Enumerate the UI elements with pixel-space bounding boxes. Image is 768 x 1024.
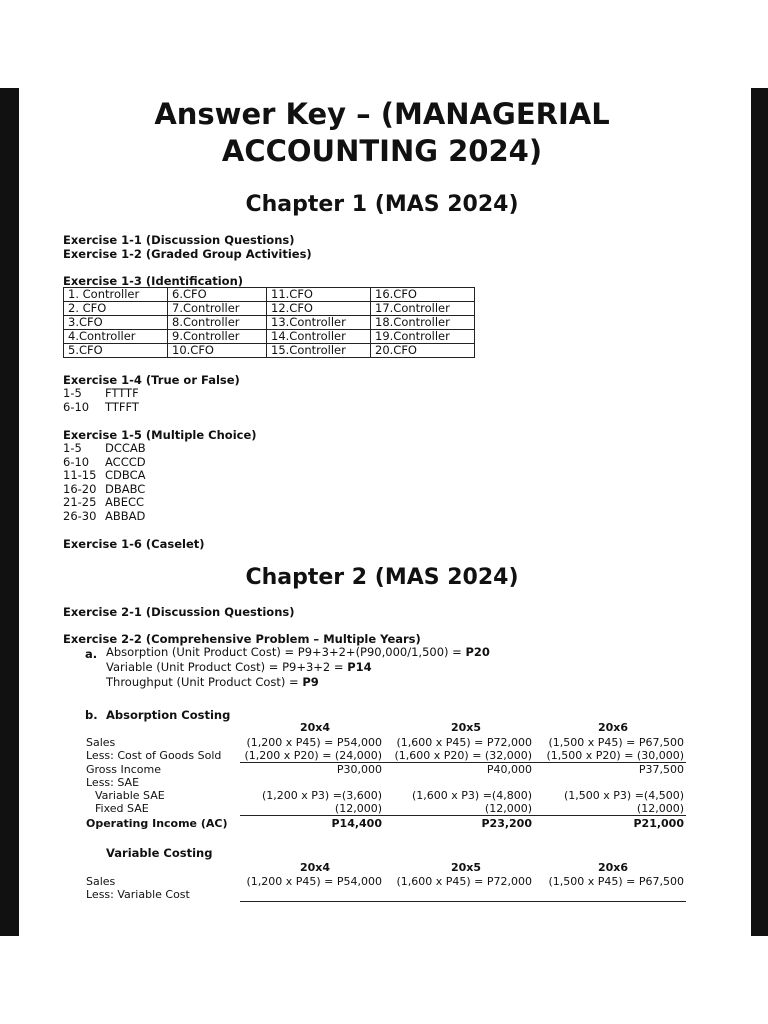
identification-cell: 2. CFO — [64, 302, 168, 316]
subtotal-rule — [240, 815, 686, 816]
cell-value: P40,000 — [486, 763, 532, 776]
exercise-2-2-heading: Exercise 2-2 (Comprehensive Problem – Multiple Years) — [63, 632, 421, 646]
throughput-upc-text: Throughput (Unit Product Cost) = — [106, 675, 303, 689]
identification-cell: 16.CFO — [371, 288, 475, 302]
exercise-1-2-heading: Exercise 1-2 (Graded Group Activities) — [63, 247, 312, 261]
mc-answer: ACCCD — [105, 454, 146, 469]
mc-answer: DCCAB — [105, 441, 146, 455]
identification-cell: 11.CFO — [267, 288, 371, 302]
cell-value: P14,400 — [331, 817, 382, 830]
identification-cell: 20.CFO — [371, 344, 475, 358]
cell-value: (12,000) — [334, 802, 382, 815]
mc-answer: CDBCA — [105, 468, 146, 482]
identification-cell: 19.Controller — [371, 330, 475, 344]
mc-row — [63, 483, 146, 497]
identification-row — [64, 330, 475, 344]
identification-row — [64, 344, 475, 358]
identification-cell: 13.Controller — [267, 316, 371, 330]
cell-value: (1,500 x P45) = P67,500 — [548, 875, 684, 888]
part-b-label: b. — [85, 708, 98, 722]
document-page — [62, 96, 702, 170]
part-a-line — [106, 646, 490, 660]
left-black-border — [0, 88, 19, 936]
cell-value: (1,600 x P20) = (32,000) — [394, 749, 532, 762]
identification-cell: 12.CFO — [267, 302, 371, 316]
throughput-upc-value: P9 — [302, 675, 319, 689]
chapter-1-heading: Chapter 1 (MAS 2024) — [245, 192, 519, 217]
cell-value: (1,200 x P45) = P54,000 — [246, 875, 382, 888]
row-label-cogs: Less: Cost of Goods Sold — [86, 749, 222, 762]
cell-value: P23,200 — [481, 817, 532, 830]
exercise-1-6-heading: Exercise 1-6 (Caselet) — [63, 537, 205, 551]
tf-row — [63, 401, 139, 415]
cell-value: (1,600 x P45) = P72,000 — [396, 736, 532, 749]
identification-row — [64, 302, 475, 316]
row-label-sales: Sales — [86, 736, 116, 749]
row-label-fixed-sae: Fixed SAE — [95, 802, 149, 815]
document-title — [62, 96, 702, 170]
cell-value: (1,600 x P3) =(4,800) — [412, 789, 532, 802]
mc-list — [63, 442, 146, 523]
identification-cell: 9.Controller — [168, 330, 267, 344]
cell-value: (1,500 x P20) = (30,000) — [546, 749, 684, 762]
identification-cell: 5.CFO — [64, 344, 168, 358]
identification-cell: 1. Controller — [64, 288, 168, 302]
identification-table — [63, 287, 475, 358]
identification-cell: 8.Controller — [168, 316, 267, 330]
tf-answer: TTFFT — [105, 400, 139, 414]
cell-value: (1,500 x P3) =(4,500) — [564, 789, 684, 802]
row-label-operating-income: Operating Income (AC) — [86, 817, 228, 830]
cell-value: (12,000) — [636, 802, 684, 815]
cell-value: (1,200 x P45) = P54,000 — [246, 736, 382, 749]
tf-range: 6-10 — [63, 400, 90, 414]
mc-row — [63, 442, 146, 456]
variable-costing-title: Variable Costing — [106, 846, 213, 860]
identification-cell: 15.Controller — [267, 344, 371, 358]
part-a-label: a. — [85, 647, 98, 661]
exercise-1-3-heading: Exercise 1-3 (Identification) — [63, 274, 244, 288]
right-black-border — [751, 88, 768, 936]
cell-value: (1,200 x P20) = (24,000) — [244, 749, 382, 762]
title-line-1: Answer Key – (MANAGERIAL — [154, 97, 610, 131]
exercise-1-5-heading: Exercise 1-5 (Multiple Choice) — [63, 428, 257, 442]
exercise-1-1-heading: Exercise 1-1 (Discussion Questions) — [63, 233, 295, 247]
mc-row — [63, 510, 146, 524]
identification-cell: 4.Controller — [64, 330, 168, 344]
mc-range: 21-25 — [63, 495, 97, 509]
tf-answer: FTTTF — [105, 386, 139, 400]
year-header: 20x6 — [598, 861, 629, 874]
cell-value: P37,500 — [638, 763, 684, 776]
cell-value: (12,000) — [484, 802, 532, 815]
identification-cell: 10.CFO — [168, 344, 267, 358]
row-label-sales: Sales — [86, 875, 116, 888]
cell-value: (1,200 x P3) =(3,600) — [262, 789, 382, 802]
subtotal-rule — [240, 901, 686, 902]
absorption-costing-title: Absorption Costing — [106, 708, 231, 722]
year-header: 20x5 — [451, 861, 482, 874]
cell-value: (1,500 x P45) = P67,500 — [548, 736, 684, 749]
identification-cell: 17.Controller — [371, 302, 475, 316]
row-label-gross-income: Gross Income — [86, 763, 161, 776]
year-header: 20x4 — [300, 721, 331, 734]
identification-cell: 6.CFO — [168, 288, 267, 302]
mc-range: 16-20 — [63, 481, 97, 496]
mc-row — [63, 469, 146, 483]
mc-range: 1-5 — [63, 441, 82, 455]
identification-cell: 7.Controller — [168, 302, 267, 316]
row-label-less-variable-cost: Less: Variable Cost — [86, 888, 190, 901]
exercise-2-1-heading: Exercise 2-1 (Discussion Questions) — [63, 605, 295, 619]
year-header: 20x5 — [451, 721, 482, 734]
identification-cell: 14.Controller — [267, 330, 371, 344]
mc-row — [63, 456, 146, 470]
mc-answer: ABBAD — [105, 508, 146, 523]
mc-range: 11-15 — [63, 468, 97, 482]
year-header: 20x6 — [598, 721, 629, 734]
tf-row — [63, 387, 139, 401]
row-label-less-sae: Less: SAE — [86, 776, 140, 789]
cell-value: (1,600 x P45) = P72,000 — [396, 875, 532, 888]
mc-answer: DBABC — [105, 481, 146, 496]
title-line-2: ACCOUNTING 2024) — [221, 134, 543, 168]
identification-row — [64, 288, 475, 302]
identification-row — [64, 316, 475, 330]
mc-range: 6-10 — [63, 454, 90, 469]
exercise-1-4-heading: Exercise 1-4 (True or False) — [63, 373, 240, 387]
variable-upc-value: P14 — [347, 660, 372, 674]
tf-range: 1-5 — [63, 386, 82, 400]
absorption-upc-value: P20 — [465, 645, 490, 659]
cell-value: P21,000 — [633, 817, 684, 830]
absorption-upc-text: Absorption (Unit Product Cost) = P9+3+2+(P90,000/1,500) = — [106, 645, 466, 659]
mc-row — [63, 496, 146, 510]
part-a-line — [106, 661, 372, 675]
row-label-variable-sae: Variable SAE — [95, 789, 165, 802]
year-header: 20x4 — [300, 861, 331, 874]
identification-cell: 18.Controller — [371, 316, 475, 330]
variable-upc-text: Variable (Unit Product Cost) = P9+3+2 = — [106, 660, 348, 674]
part-a-line — [106, 676, 319, 690]
mc-answer: ABECC — [105, 495, 145, 509]
chapter-2-heading: Chapter 2 (MAS 2024) — [245, 565, 519, 590]
cell-value: P30,000 — [336, 763, 382, 776]
identification-cell: 3.CFO — [64, 316, 168, 330]
mc-range: 26-30 — [63, 508, 97, 523]
